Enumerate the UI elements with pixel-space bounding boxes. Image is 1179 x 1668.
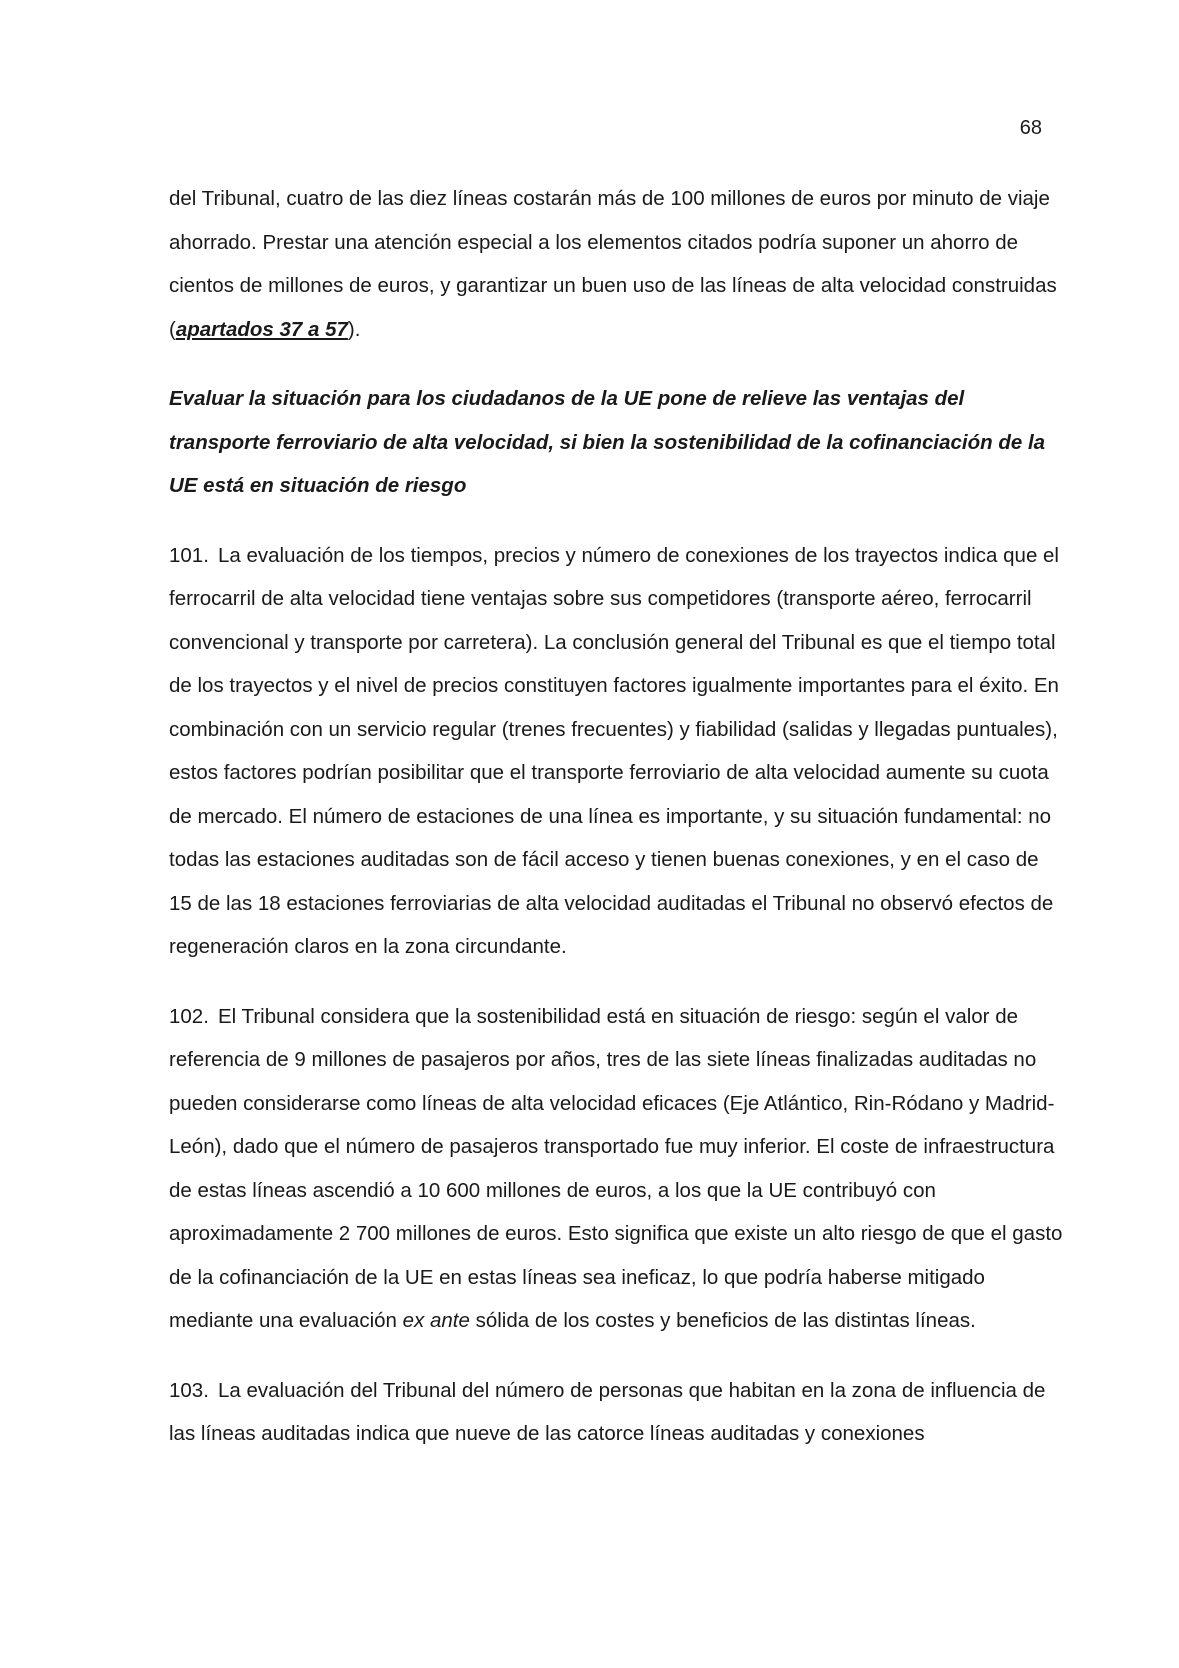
paragraph-101 [169,534,1066,969]
paragraph-text: La evaluación del Tribunal del número de personas que habitan en la zona de influencia de las líneas auditadas indica que nueve de las catorce líneas auditadas y conexiones [169,1378,1046,1445]
paragraph-reference-link[interactable]: apartados 37 a 57 [175,317,348,341]
paragraph-text-end: sólida de los costes y beneficios de las distintas líneas. [469,1309,976,1332]
paragraph-text: La evaluación de los tiempos, precios y número de conexiones de los trayectos indica que el ferrocarril de alta velocidad tiene ventajas sobre sus competidores (transporte aéreo, ferrocarril convencional y transporte por carretera). La conclusión general del Tribunal es que el tiempo total de los trayectos y el nivel de precios constituyen factores igualmente importantes para el éxito. En combinación con un servicio regular (trenes frecuentes) y fiabilidad (salidas y llegadas puntuales), estos factores podrían posibilitar que el transporte ferroviario de alta velocidad aumente su cuota de mercado. El número de estaciones de una línea es importante, y su situación fundamental: no todas las estaciones auditadas son de fácil acceso y tienen buenas conexiones, y en el caso de 15 de las 18 estaciones ferroviarias de alta velocidad auditadas el Tribunal no observó efectos de regeneración claros en la zona circundante. [169,543,1059,958]
paragraph-text: El Tribunal considera que la sostenibilidad está en situación de riesgo: según el valor de referencia de 9 millones de pasajeros por años, tres de las siete líneas finalizadas auditadas no pueden considerarse como líneas de alta velocidad eficaces (Eje Atlántico, Rin-Ródano y Madrid-León), dado que el número de pasajeros transportado fue muy inferior. El coste de infraestructura de estas líneas ascendió a 10 600 millones de euros, a los que la UE contribuyó con aproximadamente 2 700 millones de euros. Esto significa que existe un alto riesgo de que el gasto de la cofinanciación de la UE en estas líneas sea ineficaz, lo que podría haberse mitigado mediante una evaluación [169,1004,1063,1332]
intro-text-end: ). [347,317,361,341]
paragraph-emphasis: ex ante [402,1309,470,1332]
paragraph-number: 102. [169,1004,209,1028]
page-content [169,177,1066,1482]
paragraph-103 [169,1369,1066,1456]
section-heading: Evaluar la situación para los ciudadanos de la UE pone de relieve las ventajas del transporte ferroviario de alta velocidad, si bien la sostenibilidad de la cofinanciación de la UE está en situación de riesgo [169,387,1046,497]
paragraph-102 [169,995,1066,1343]
intro-paragraph [169,177,1066,351]
intro-text: del Tribunal, cuatro de las diez líneas costarán más de 100 millones de euros por minuto de viaje ahorrado. Prestar una atención especial a los elementos citados podría suponer un ahorro de cientos de millones de euros, y garantizar un buen uso de las líneas de alta velocidad construidas ( [169,187,1057,341]
paragraph-number: 103. [169,1378,209,1402]
paragraph-number: 101. [169,543,209,567]
page-number: 68 [1019,117,1042,139]
